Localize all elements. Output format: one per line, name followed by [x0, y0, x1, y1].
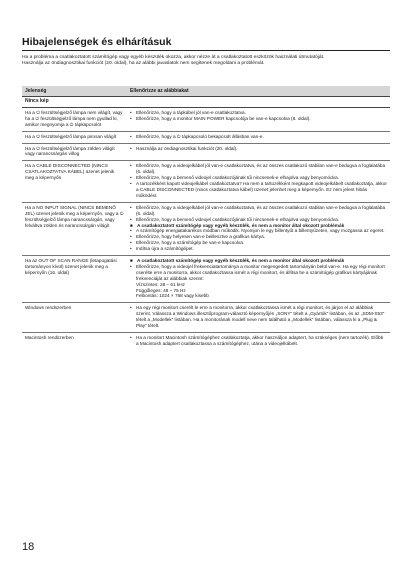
check-item: • Ellenőrizze, hogy helyesen van-e beillesztve a grafikus kártya. — [130, 234, 387, 240]
symptom-cell: Ha a NO INPUT SIGNAL (NINCS BEMENŐ JEL) üzenet jelenik meg a képernyőn, vagy a ⏻ feszültségjelző lámpa narancssárgán, vagy felváltva zölden és narancssárgán világít — [22, 202, 127, 255]
page-title: Hibajelenségek és elhárításuk — [22, 36, 172, 48]
check-item: • Ellenőrizze, hogy a videojelkábel jól van-e csatlakoztatva, és az összes csatlakozó stabilan van-e bedugva a foglalatába (6. oldal). — [130, 205, 387, 217]
check-item: ■ A csatlakoztatott számítógép vagy egyéb készülék, és nem a monitor által okozott problémák — [130, 258, 387, 264]
check-list — [130, 258, 387, 299]
symptom-cell: Ha a ⏻ feszültségjelző lámpa nem világít, vagy ha a ⏻ feszültségjelző lámpa nem gyullad ki, amikor megnyomja a ⏻ tápkapcsolót — [22, 107, 127, 131]
checks-cell — [127, 143, 390, 161]
check-item: • Ellenőrizze, hogy a videojelkábel jól van-e csatlakoztatva, és az összes csatlakozó stabilan van-e bedugva a foglalatába (6. oldal). — [130, 163, 387, 175]
check-list — [130, 163, 387, 198]
check-list — [130, 305, 387, 329]
check-item: • Ellenőrizze, hogy a bemenő videojel csatlakozójának tűi nincsenek-e elhajolva vagy benyomódva. — [130, 175, 387, 181]
symptom-cell: Ha a CABLE DISCONNECTED (NINCS CSATLAKOZTATVA KÁBEL) üzenet jelenik meg a képernyőn — [22, 161, 127, 202]
table-row — [22, 333, 390, 350]
checks-cell — [127, 333, 390, 350]
page-number: 18 — [22, 541, 35, 553]
checks-cell — [127, 131, 390, 143]
check-item: • Ha a monitort Macintosh számítógéphez csatlakoztatja, akkor használjon adaptert, ha szükséges (nem tartozék). Előbb a Macintosh adaptert csatlakoztassa a számítógéphez, utána a videojelkábelt. — [130, 335, 387, 347]
intro-paragraph: Ha a probléma a csatlakoztatott számítógép vagy egyéb készülék okozza, akkor nézze át a csatlakoztatott eszközök használati útmutatóját. — [22, 55, 325, 60]
table-row — [22, 256, 390, 303]
checks-cell — [127, 303, 390, 333]
check-item: Függőleges: 48 – 75 Hz — [136, 287, 186, 293]
section-row — [22, 97, 390, 108]
checks-cell — [127, 107, 390, 131]
check-list — [130, 146, 387, 152]
check-item: • Ha egy régi monitort cserélt le erre a monitorra, akkor csatlakoztassa ismét a régi monitort, és járjon el az alábbiak szerint. Válassza a Windows illesztőprogram-választó képernyőjén „SONY” tételt a „Gyártók” listában, és az „SDM-S53” tételt a „Modellek” listában. Ha a monitorának modell neve nem található a „Modellek” listában, válassza ki a „Plug & Play” tételt. — [130, 305, 387, 329]
intro-text — [22, 55, 390, 68]
table-row — [22, 161, 390, 202]
table-row — [22, 131, 390, 143]
check-item: • Ellenőrizze, hogy a tápkábel jól van-e csatlakoztatva. — [130, 110, 387, 116]
checks-cell — [127, 202, 390, 255]
check-item: • Ellenőrizze, hogy a monitor MAIN POWER kapcsolója be van-e kapcsolva (8. oldal). — [130, 116, 387, 122]
table-header-row — [22, 86, 390, 97]
title-rule — [22, 50, 390, 51]
symptom-cell: Ha a ⏻ feszültségjelző lámpa pirosan világít — [22, 131, 127, 143]
symptom-cell: Ha a ⏻ feszültségjelző lámpa zölden világít vagy narancssárgán villog — [22, 143, 127, 161]
checks-cell — [127, 256, 390, 303]
table-row — [22, 107, 390, 131]
check-item: • Ellenőrizze, hogy a videojel frekvenciatartománya a monitor megengedett tartományán belül van-e. Ha egy régi monitort cserélte erre a monitorra, akkor csatlakoztassa ismét a régi monitort, és állítsa be a számítógép grafikus kártyájának frekvenciáját az alábbiak szerint: — [130, 264, 387, 282]
check-item: • Ellenőrizze, hogy a bemenő videojel csatlakozójának tűi nincsenek-e elhajolva vagy benyomódva. — [130, 217, 387, 223]
section-title: Nincs kép — [22, 97, 390, 108]
intro-paragraph: Használja az öndiagnosztikai funkciót (20. oldal), ha az alábbi javaslatok nem segítenek megoldani a problémát. — [22, 61, 265, 67]
check-list — [130, 110, 387, 122]
table-row — [22, 143, 390, 161]
check-item: • Ellenőrizze, hogy a számítógép be van-e kapcsolva. — [130, 240, 387, 246]
symptom-cell: Macintosh rendszerben — [22, 333, 127, 350]
troubleshooting-table — [22, 86, 390, 350]
symptom-cell: Ha az OUT OF SCAN RANGE (letapogatási tartományon kívül) üzenet jelenik meg a képernyőn (16. oldal) — [22, 256, 127, 303]
check-item: • Használja az öndiagnosztikai funkciót (20. oldal). — [130, 146, 387, 152]
symptom-cell: Windows rendszerben — [22, 303, 127, 333]
check-item: ■ A csatlakoztatott számítógép vagy egyéb készülék, és nem a monitor által okozott problémák — [130, 223, 387, 229]
check-item: Vízszintes: 28 – 61 kHz — [136, 281, 185, 287]
check-list — [130, 335, 387, 347]
column-header-checks: Ellenőrizze az alábbiakat — [127, 86, 390, 97]
check-item: • Ellenőrizze, hogy a ⏻ tápkapcsoló bekapcsolt állásban van-e. — [130, 134, 387, 140]
table-row — [22, 202, 390, 255]
column-header-symptom: Jelenség — [22, 86, 127, 97]
check-list — [130, 205, 387, 252]
check-item: Felbontás: 1024 × 768 vagy kisebb — [136, 293, 209, 299]
check-item: • A számítógép energiatakarékos módban működik. Nyomjon le egy billentyűt a billentyűzeten, vagy mozgassa az egeret. — [130, 228, 387, 234]
checks-cell — [127, 161, 390, 202]
table-row — [22, 303, 390, 333]
check-item: • A tartozékként kapott videojelkábel csatlakoztatva? Ha nem a tartozékként megkapott videojelkábelt csatlakoztatja, akkor a CABLE DISCONNECTED (nincs csatlakoztatva kábel) üzenet jelenhet meg a képernyőn. Ez nem jelent hibás működést. — [130, 181, 387, 199]
check-item: • Indítsa újra a számítógépet. — [130, 246, 387, 252]
check-list — [130, 134, 387, 140]
